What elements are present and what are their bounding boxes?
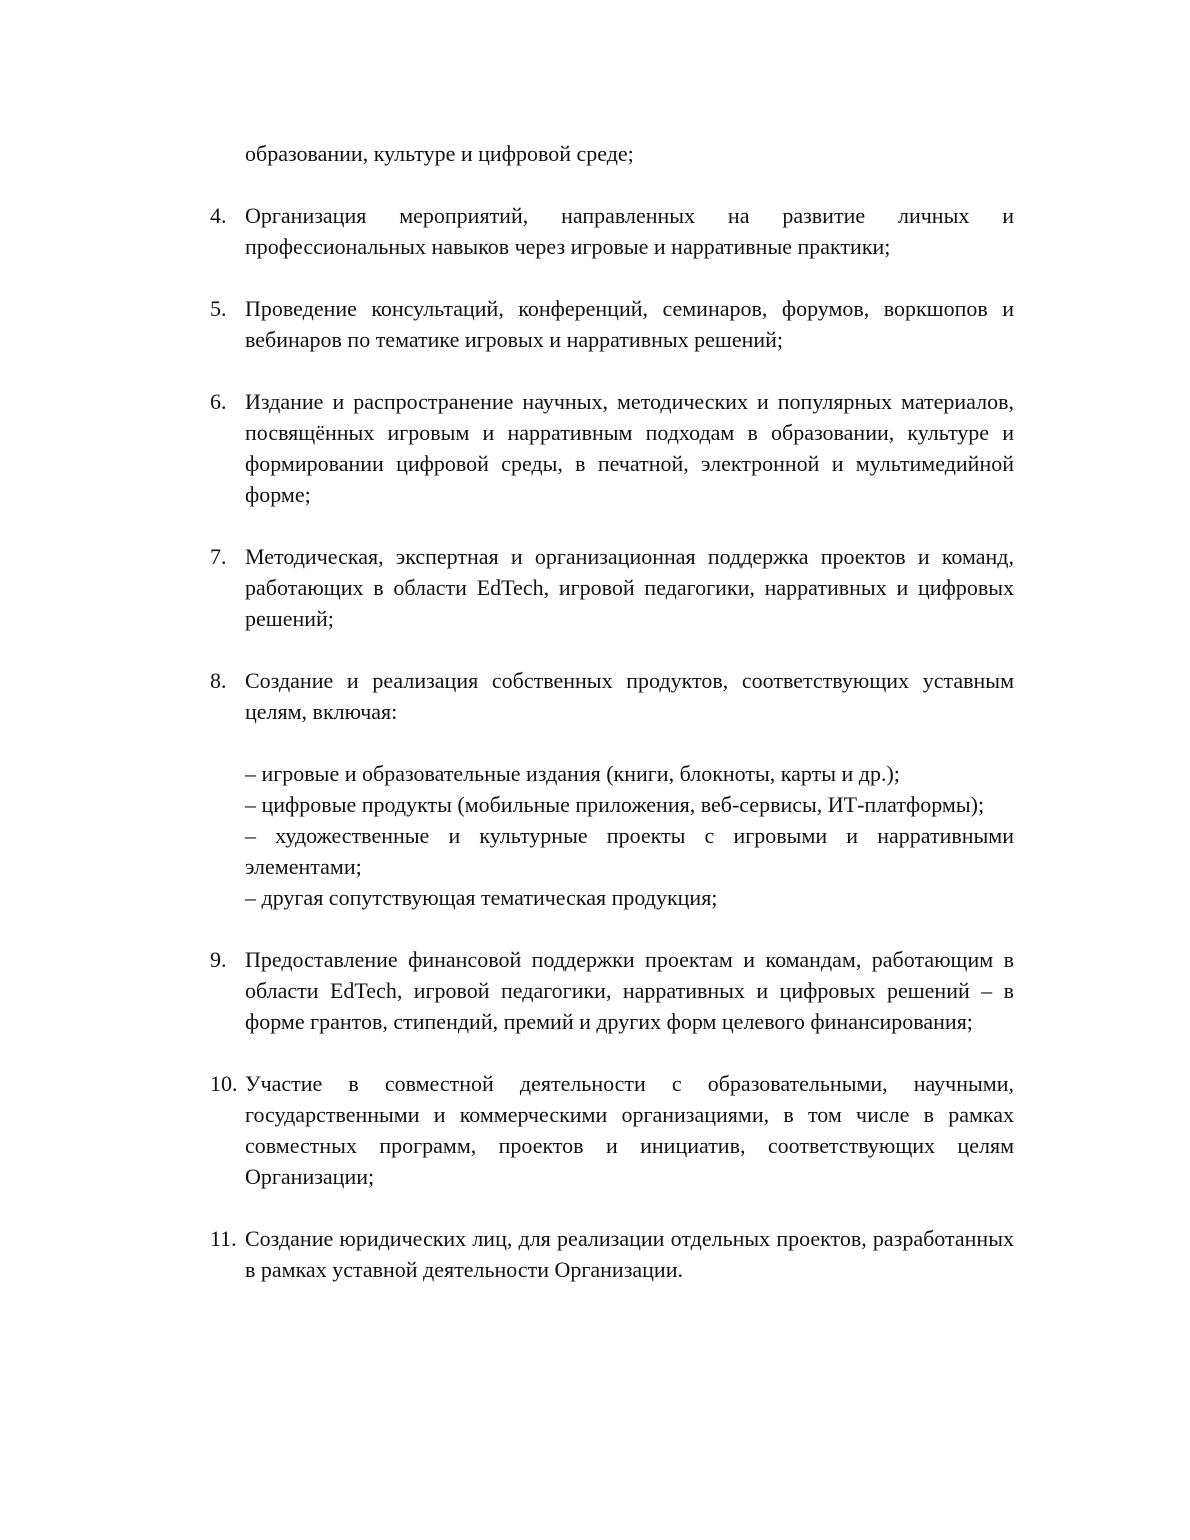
sublist-item: – цифровые продукты (мобильные приложения, веб-сервисы, ИТ-платформы);	[245, 792, 985, 817]
list-item-number: 9.	[210, 947, 227, 972]
document-body	[210, 138, 1014, 1316]
list-item-7	[210, 541, 1014, 634]
list-item-number: 11.	[210, 1226, 237, 1251]
list-item-11	[210, 1223, 1014, 1285]
list-item-text: Организация мероприятий, направленных на развитие личных и профессиональных навыков через игровые и нарративные практики;	[245, 203, 1014, 259]
list-item-number: 8.	[210, 668, 227, 693]
list-item-text: Методическая, экспертная и организационная поддержка проектов и команд, работающих в области EdTech, игровой педагогики, нарративных и цифровых решений;	[245, 544, 1014, 631]
list-item-body	[245, 200, 1014, 262]
list-item-body	[245, 293, 1014, 355]
list-item-10	[210, 1068, 1014, 1192]
list-item-text: Издание и распространение научных, методических и популярных материалов, посвящённых игровым и нарративным подходам в образовании, культуре и формировании цифровой среды, в печатной, электронной и мультимедийной форме;	[245, 389, 1014, 507]
sublist-item: – художественные и культурные проекты с игровыми и нарративными элементами;	[245, 823, 1014, 879]
continuation-paragraph: образовании, культуре и цифровой среде;	[245, 141, 634, 166]
list-item-6	[210, 386, 1014, 510]
list-item-number: 6.	[210, 389, 227, 414]
list-item-body	[245, 665, 1014, 913]
list-item-body	[245, 386, 1014, 510]
list-item-number: 4.	[210, 203, 227, 228]
list-item-5	[210, 293, 1014, 355]
list-item-body	[245, 944, 1014, 1037]
list-item-text: Участие в совместной деятельности с образовательными, научными, государственными и коммерческими организациями, в том числе в рамках совместных программ, проектов и инициатив, соответствующих целям Организации;	[245, 1071, 1014, 1189]
list-item-8	[210, 665, 1014, 913]
list-item-number: 5.	[210, 296, 227, 321]
sublist-item: – игровые и образовательные издания (книги, блокноты, карты и др.);	[245, 761, 900, 786]
list-item-4	[210, 200, 1014, 262]
list-item-text: Создание юридических лиц, для реализации отдельных проектов, разработанных в рамках уставной деятельности Организации.	[245, 1226, 1014, 1282]
product-sublist	[245, 758, 1014, 913]
list-item-body	[245, 541, 1014, 634]
list-item-body	[245, 1223, 1014, 1285]
list-item-number: 10.	[210, 1071, 238, 1096]
sublist-item: – другая сопутствующая тематическая продукция;	[245, 885, 718, 910]
list-item-text: Создание и реализация собственных продуктов, соответствующих уставным целям, включая:	[245, 668, 1014, 724]
list-item-text: Предоставление финансовой поддержки проектам и командам, работающим в области EdTech, игровой педагогики, нарративных и цифровых решений – в форме грантов, стипендий, премий и других форм целевого финансирования;	[245, 947, 1014, 1034]
list-item-9	[210, 944, 1014, 1037]
list-item-body	[245, 1068, 1014, 1192]
list-item-number: 7.	[210, 544, 227, 569]
list-item-text: Проведение консультаций, конференций, семинаров, форумов, воркшопов и вебинаров по тематике игровых и нарративных решений;	[245, 296, 1014, 352]
